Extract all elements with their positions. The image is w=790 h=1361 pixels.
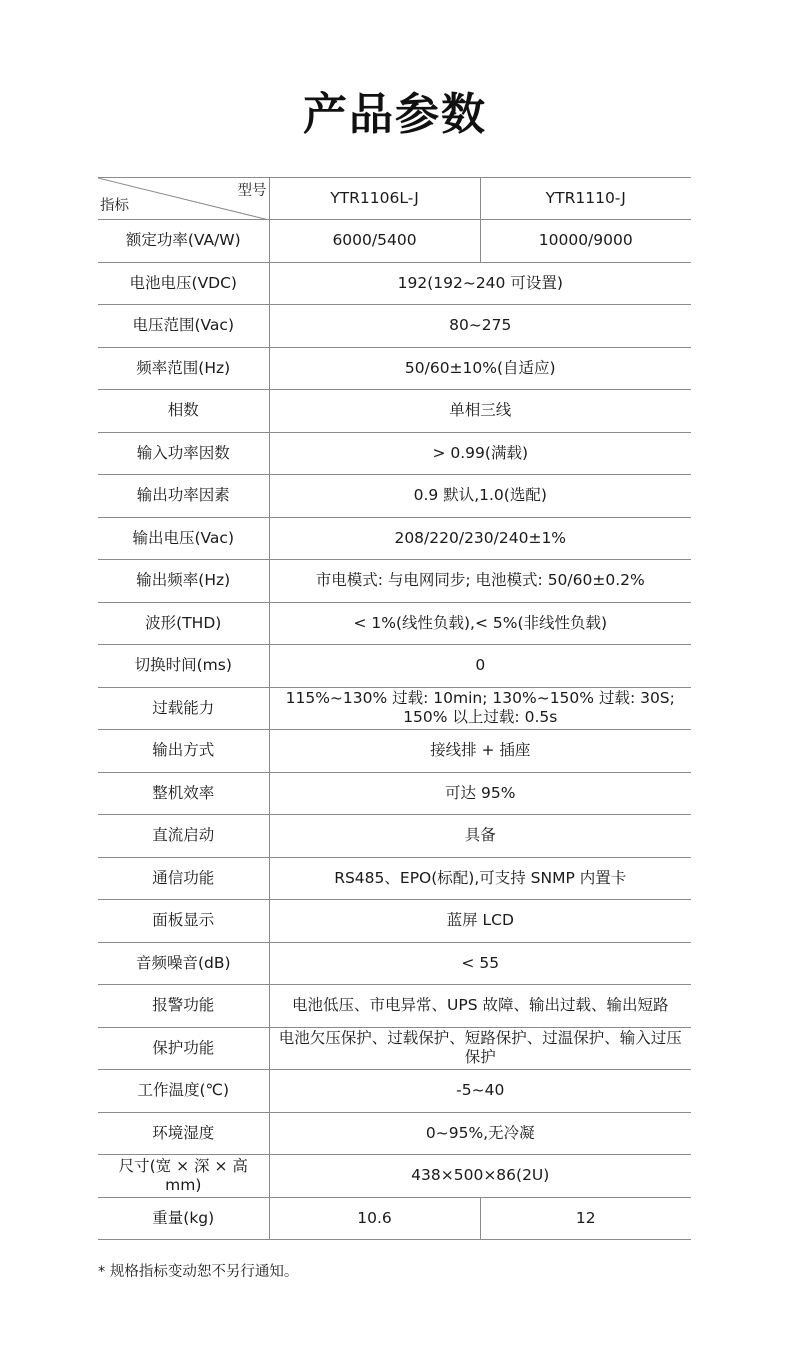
spec-value: 12	[480, 1197, 691, 1240]
table-row	[98, 475, 691, 518]
spec-value-line: 150% 以上过载: 0.5s	[403, 708, 558, 727]
spec-value: < 1%(线性负载),< 5%(非线性负载)	[269, 602, 691, 645]
spec-value: 192(192~240 可设置)	[269, 262, 691, 305]
spec-value: 可达 95%	[269, 772, 691, 815]
table-row	[98, 645, 691, 688]
table-row	[98, 602, 691, 645]
table-row	[98, 262, 691, 305]
spec-label: 输出频率(Hz)	[98, 560, 269, 603]
table-row	[98, 857, 691, 900]
table-row	[98, 985, 691, 1028]
spec-label: 重量(kg)	[98, 1197, 269, 1240]
spec-value: 6000/5400	[269, 220, 480, 263]
spec-value: 单相三线	[269, 390, 691, 433]
spec-value: 具备	[269, 815, 691, 858]
table-row	[98, 1070, 691, 1113]
model-name: YTR1106L-J	[269, 178, 480, 220]
spec-label: 整机效率	[98, 772, 269, 815]
spec-value: 0.9 默认,1.0(选配)	[269, 475, 691, 518]
spec-label: 输入功率因数	[98, 432, 269, 475]
table-row	[98, 1027, 691, 1070]
spec-table-body	[98, 178, 691, 1240]
spec-value: RS485、EPO(标配),可支持 SNMP 内置卡	[269, 857, 691, 900]
spec-value: 50/60±10%(自适应)	[269, 347, 691, 390]
table-row	[98, 517, 691, 560]
spec-value: 80~275	[269, 305, 691, 348]
spec-label: 电池电压(VDC)	[98, 262, 269, 305]
table-row	[98, 1155, 691, 1198]
spec-label: 工作温度(℃)	[98, 1070, 269, 1113]
model-name: YTR1110-J	[480, 178, 691, 220]
spec-label: 波形(THD)	[98, 602, 269, 645]
table-row	[98, 815, 691, 858]
spec-label: 输出功率因素	[98, 475, 269, 518]
spec-label: 切换时间(ms)	[98, 645, 269, 688]
table-row	[98, 942, 691, 985]
model-header-label: 型号	[237, 183, 267, 199]
spec-value: 0	[269, 645, 691, 688]
spec-value	[269, 687, 691, 730]
spec-value: 10000/9000	[480, 220, 691, 263]
table-row	[98, 220, 691, 263]
table-row	[98, 1197, 691, 1240]
spec-label: 保护功能	[98, 1027, 269, 1070]
table-row	[98, 305, 691, 348]
spec-label: 音频噪音(dB)	[98, 942, 269, 985]
table-row	[98, 900, 691, 943]
spec-label: 环境湿度	[98, 1112, 269, 1155]
footnote: * 规格指标变动恕不另行通知。	[98, 1264, 299, 1280]
table-row	[98, 560, 691, 603]
spec-value: 电池欠压保护、过载保护、短路保护、过温保护、输入过压保护	[269, 1027, 691, 1070]
spec-label: 相数	[98, 390, 269, 433]
page-title: 产品参数	[303, 89, 487, 140]
table-row	[98, 772, 691, 815]
table-header-row	[98, 178, 691, 220]
spec-value: 蓝屏 LCD	[269, 900, 691, 943]
spec-value: -5~40	[269, 1070, 691, 1113]
spec-value: < 55	[269, 942, 691, 985]
table-row	[98, 390, 691, 433]
spec-label: 面板显示	[98, 900, 269, 943]
spec-label: 过载能力	[98, 687, 269, 730]
spec-value: 电池低压、市电异常、UPS 故障、输出过载、输出短路	[269, 985, 691, 1028]
diagonal-header-cell	[98, 178, 269, 220]
spec-value: 市电模式: 与电网同步; 电池模式: 50/60±0.2%	[269, 560, 691, 603]
spec-value: 208/220/230/240±1%	[269, 517, 691, 560]
spec-value: > 0.99(满载)	[269, 432, 691, 475]
spec-label: 通信功能	[98, 857, 269, 900]
spec-value: 10.6	[269, 1197, 480, 1240]
spec-value: 0~95%,无冷凝	[269, 1112, 691, 1155]
spec-label: 输出方式	[98, 730, 269, 773]
spec-label: 尺寸(宽 × 深 × 高 mm)	[98, 1155, 269, 1198]
table-row	[98, 730, 691, 773]
table-row	[98, 1112, 691, 1155]
table-row	[98, 347, 691, 390]
spec-header-label: 指标	[100, 198, 129, 214]
spec-label: 直流启动	[98, 815, 269, 858]
spec-label: 额定功率(VA/W)	[98, 220, 269, 263]
spec-table	[98, 177, 691, 1240]
spec-label: 频率范围(Hz)	[98, 347, 269, 390]
spec-value-line: 115%~130% 过载: 10min; 130%~150% 过载: 30S;	[285, 689, 675, 708]
spec-label: 输出电压(Vac)	[98, 517, 269, 560]
spec-label: 报警功能	[98, 985, 269, 1028]
spec-label: 电压范围(Vac)	[98, 305, 269, 348]
table-row	[98, 432, 691, 475]
table-row	[98, 687, 691, 730]
spec-value: 接线排 + 插座	[269, 730, 691, 773]
spec-value: 438×500×86(2U)	[269, 1155, 691, 1198]
